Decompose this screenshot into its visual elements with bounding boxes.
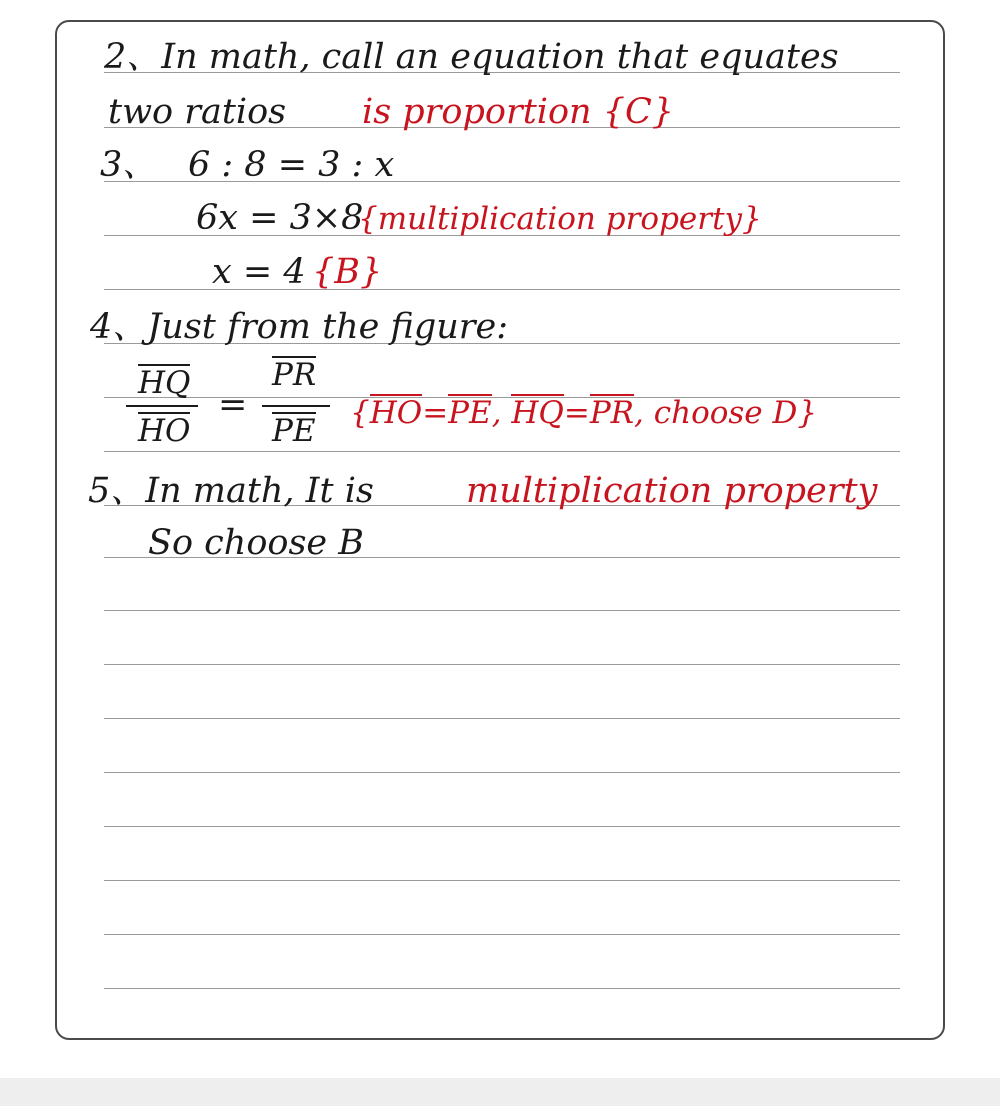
q3-label: 3、: [100, 145, 158, 185]
ruled-line: [104, 826, 900, 827]
q4-note: {HO=PE, HQ=PR, choose D}: [350, 395, 818, 431]
q5-property: multiplication property: [466, 471, 878, 511]
ruled-line: [104, 610, 900, 611]
ruled-line: [104, 772, 900, 773]
q4-left-fraction-bar: [126, 405, 198, 407]
q5-line1-text: 5、In math, It is: [88, 471, 374, 511]
ruled-line: [104, 664, 900, 665]
q3-equation-2: 6x = 3×8: [196, 198, 364, 238]
ruled-line: [104, 988, 900, 989]
q4-left-denominator: HO: [138, 413, 191, 449]
q4-left-numerator: HQ: [138, 365, 191, 401]
q2-line2-text: two ratios: [108, 92, 287, 132]
ruled-line: [104, 718, 900, 719]
q4-right-fraction-bar: [262, 405, 330, 407]
q3-equation-3: x = 4: [212, 252, 306, 292]
q2-answer: is proportion {C}: [362, 92, 675, 132]
ruled-line: [104, 880, 900, 881]
q3-answer: {B}: [312, 252, 383, 292]
ruled-line: [104, 934, 900, 935]
q4-right-numerator: PR: [272, 357, 317, 393]
q4-line1: 4、Just from the figure:: [90, 307, 509, 347]
bottom-strip: [0, 1078, 1000, 1106]
q4-right-denominator: PE: [272, 413, 316, 449]
q4-equals-sign: =: [218, 385, 248, 425]
q3-property-note: {multiplication property}: [358, 201, 762, 237]
q5-line2: So choose B: [148, 523, 364, 563]
q3-equation-1: 6 : 8 = 3 : x: [188, 145, 395, 185]
ruled-line: [104, 451, 900, 452]
q2-line1: 2、In math, call an equation that equates: [104, 37, 839, 77]
